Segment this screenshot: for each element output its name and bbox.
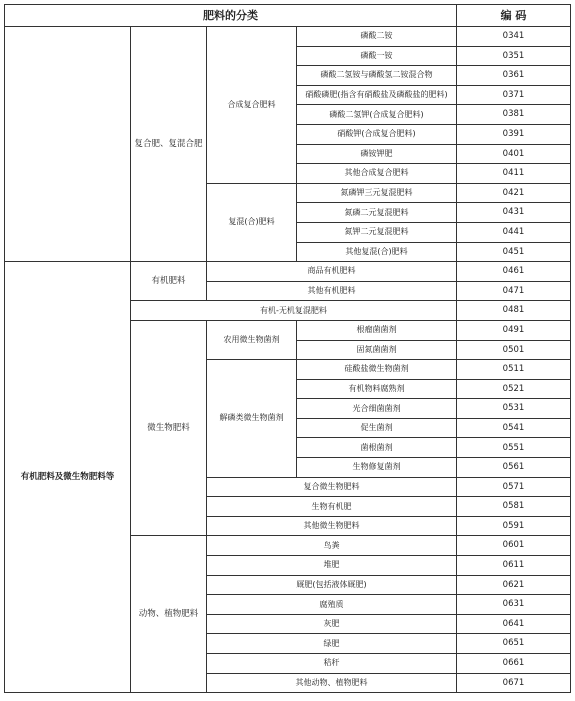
item-name: 腐殖质 <box>207 595 457 615</box>
group1-top-cell <box>5 27 131 262</box>
synth-label: 合成复合肥料 <box>207 27 297 184</box>
table-row <box>5 262 571 282</box>
microbial-label: 微生物肥料 <box>131 320 207 536</box>
item-code: 0501 <box>457 340 571 360</box>
item-name: 有机-无机复混肥料 <box>131 301 457 321</box>
organic-label: 有机肥料 <box>131 262 207 301</box>
item-name: 促生菌剂 <box>297 418 457 438</box>
item-code: 0611 <box>457 556 571 576</box>
classification-table <box>4 4 571 693</box>
item-name: 硅酸盐微生物菌剂 <box>297 360 457 380</box>
item-name: 生物修复菌剂 <box>297 458 457 478</box>
item-code: 0561 <box>457 458 571 478</box>
item-code: 0421 <box>457 183 571 203</box>
item-code: 0351 <box>457 46 571 66</box>
phosphate-label: 解磷类微生物菌剂 <box>207 360 297 478</box>
item-name: 其他有机肥料 <box>207 281 457 301</box>
item-code: 0621 <box>457 575 571 595</box>
item-name: 硝酸钾(合成复合肥料) <box>297 124 457 144</box>
item-code: 0571 <box>457 477 571 497</box>
item-code: 0481 <box>457 301 571 321</box>
classification-header: 肥料的分类 <box>5 5 457 27</box>
group2-label: 有机肥料及微生物肥料等 <box>5 262 131 693</box>
item-name: 秸秆 <box>207 654 457 674</box>
item-code: 0491 <box>457 320 571 340</box>
item-name: 磷酸一铵 <box>297 46 457 66</box>
item-name: 生物有机肥 <box>207 497 457 517</box>
item-name: 复合微生物肥料 <box>207 477 457 497</box>
item-name: 根瘤菌菌剂 <box>297 320 457 340</box>
item-name: 菌根菌剂 <box>297 438 457 458</box>
item-code: 0441 <box>457 222 571 242</box>
item-code: 0531 <box>457 399 571 419</box>
group1-label: 复合肥、复混合肥 <box>131 27 207 262</box>
item-code: 0671 <box>457 673 571 693</box>
item-code: 0631 <box>457 595 571 615</box>
item-code: 0511 <box>457 360 571 380</box>
item-name: 固氮菌菌剂 <box>297 340 457 360</box>
header-row <box>5 5 571 27</box>
item-name: 磷酸二氢钾(合成复合肥料) <box>297 105 457 125</box>
code-header: 编 码 <box>457 5 571 27</box>
item-code: 0371 <box>457 85 571 105</box>
item-name: 有机物料腐熟剂 <box>297 379 457 399</box>
item-code: 0661 <box>457 654 571 674</box>
item-name: 其他复混(合)肥料 <box>297 242 457 262</box>
item-name: 鸟粪 <box>207 536 457 556</box>
item-name: 磷酸二铵 <box>297 27 457 47</box>
fertilizer-classification-document <box>4 4 570 697</box>
item-code: 0581 <box>457 497 571 517</box>
item-code: 0391 <box>457 124 571 144</box>
item-name: 厩肥(包括液体厩肥) <box>207 575 457 595</box>
item-name: 商品有机肥料 <box>207 262 457 282</box>
item-name: 灰肥 <box>207 614 457 634</box>
item-code: 0521 <box>457 379 571 399</box>
item-code: 0431 <box>457 203 571 223</box>
item-name: 其他微生物肥料 <box>207 516 457 536</box>
item-code: 0381 <box>457 105 571 125</box>
item-code: 0361 <box>457 66 571 86</box>
item-name: 光合细菌菌剂 <box>297 399 457 419</box>
item-code: 0471 <box>457 281 571 301</box>
item-name: 堆肥 <box>207 556 457 576</box>
item-name: 氮磷钾三元复混肥料 <box>297 183 457 203</box>
item-name: 绿肥 <box>207 634 457 654</box>
item-name: 磷酸二氢铵与磷酸氢二铵混合物 <box>297 66 457 86</box>
item-name: 其他合成复合肥料 <box>297 164 457 184</box>
item-code: 0651 <box>457 634 571 654</box>
item-code: 0401 <box>457 144 571 164</box>
item-name: 硝酸磷肥(指含有硝酸盐及磷酸盐的肥料) <box>297 85 457 105</box>
item-name: 磷铵钾肥 <box>297 144 457 164</box>
item-code: 0461 <box>457 262 571 282</box>
item-code: 0341 <box>457 27 571 47</box>
item-code: 0601 <box>457 536 571 556</box>
item-name: 氮磷二元复混肥料 <box>297 203 457 223</box>
item-code: 0641 <box>457 614 571 634</box>
item-code: 0551 <box>457 438 571 458</box>
item-name: 氮钾二元复混肥料 <box>297 222 457 242</box>
item-code: 0451 <box>457 242 571 262</box>
item-name: 其他动物、植物肥料 <box>207 673 457 693</box>
item-code: 0411 <box>457 164 571 184</box>
item-code: 0591 <box>457 516 571 536</box>
item-code: 0541 <box>457 418 571 438</box>
mixed-label: 复混(合)肥料 <box>207 183 297 261</box>
table-row <box>5 27 571 47</box>
agri-label: 农用微生物菌剂 <box>207 320 297 359</box>
animal-plant-label: 动物、植物肥料 <box>131 536 207 693</box>
